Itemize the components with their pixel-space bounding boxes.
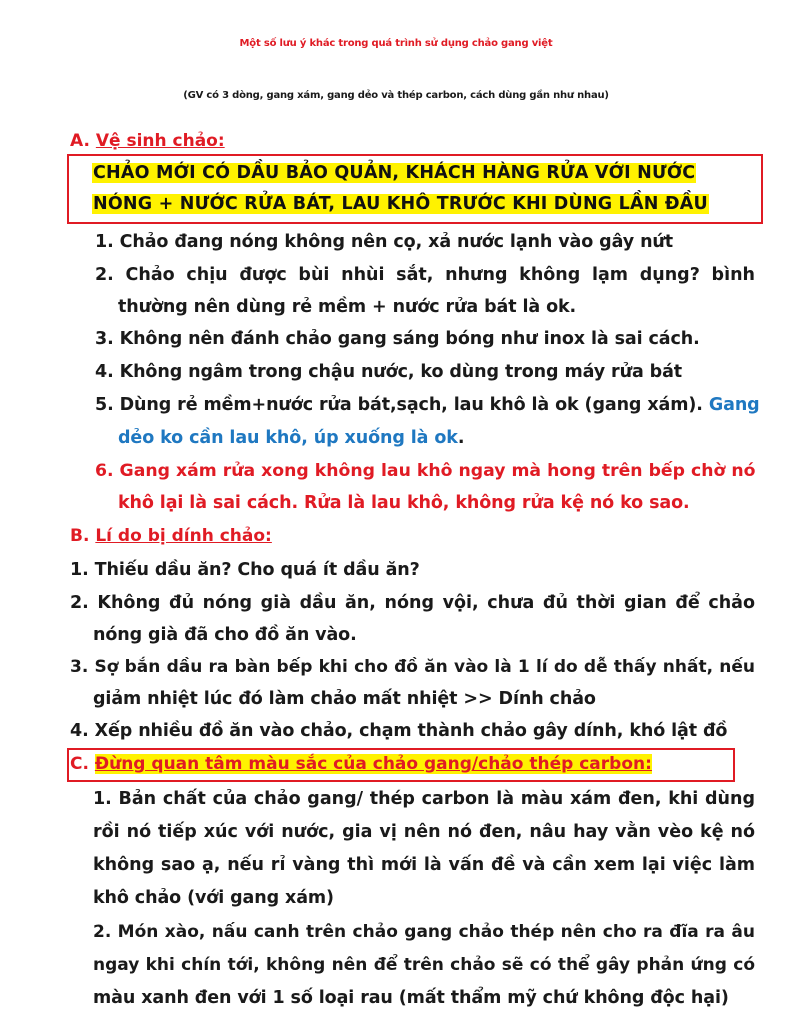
section-c-item-1-line-4: khô chảo (với gang xám): [93, 888, 334, 908]
page-title: Một số lưu ý khác trong quá trình sử dụng chảo gang việt: [239, 38, 553, 49]
section-b-heading: [70, 526, 272, 546]
section-b-letter: B.: [70, 526, 90, 546]
section-b-item-1: 1. Thiếu dầu ăn? Cho quá ít dầu ăn?: [70, 560, 420, 580]
section-a-highlight-line-1: CHẢO MỚI CÓ DẦU BẢO QUẢN, KHÁCH HÀNG RỬA VỚI NƯỚC: [93, 163, 696, 183]
section-b-item-2-line-2: nóng già đã cho đồ ăn vào.: [93, 625, 357, 645]
section-a-item-1: 1. Chảo đang nóng không nên cọ, xả nước lạnh vào gây nứt: [95, 232, 674, 252]
section-a-item-4: 4. Không ngâm trong chậu nước, ko dùng trong máy rửa bát: [95, 362, 683, 382]
section-a-item-5-text: 5. Dùng rẻ mềm+nước rửa bát,sạch, lau khô là ok (gang xám).: [95, 395, 703, 415]
section-c-item-1-line-1: 1. Bản chất của chảo gang/ thép carbon là màu xám đen, khi dùng: [93, 789, 755, 809]
section-b-label: Lí do bị dính chảo:: [95, 526, 272, 546]
section-a-item-5-blue-start: Gang: [708, 395, 760, 415]
section-a-item-2-line-2: thường nên dùng rẻ mềm + nước rửa bát là ok.: [118, 297, 577, 317]
section-a-item-5-blue-text: dẻo ko cần lau khô, úp xuống là ok: [118, 428, 458, 448]
section-a-letter: A.: [70, 131, 90, 151]
section-c-label: Đừng quan tâm màu sắc của chảo gang/chảo thép carbon:: [94, 754, 652, 774]
section-a-item-6-line-1: 6. Gang xám rửa xong không lau khô ngay mà hong trên bếp chờ nó: [95, 461, 756, 481]
section-c-item-2-line-3: màu xanh đen với 1 số loại rau (mất thẩm mỹ chứ không độc hại): [93, 988, 729, 1008]
section-a-item-5-period: .: [457, 428, 465, 448]
page-subtitle: (GV có 3 dòng, gang xám, gang dẻo và thép carbon, cách dùng gần như nhau): [183, 90, 609, 101]
section-a-item-5-line-2: [118, 428, 464, 448]
section-b-item-4: 4. Xếp nhiều đồ ăn vào chảo, chạm thành chảo gây dính, khó lật đồ: [70, 721, 728, 741]
section-c-item-2-line-2: ngay khi chín tới, không nên để trên chảo sẽ có thể gây phản ứng có: [93, 955, 755, 975]
section-c-item-2-line-1: 2. Món xào, nấu canh trên chảo gang chảo thép nên cho ra đĩa ra âu: [93, 922, 755, 942]
section-a-label: Vệ sinh chảo:: [95, 131, 225, 151]
section-a-item-5-line-1: [95, 395, 760, 415]
section-b-item-2-line-1: 2. Không đủ nóng già dầu ăn, nóng vội, chưa đủ thời gian để chảo: [70, 593, 755, 613]
section-a-heading: [70, 131, 225, 151]
section-c-heading: [70, 754, 652, 774]
section-c-letter: C.: [70, 754, 89, 774]
section-a-item-6-line-2: khô lại là sai cách. Rửa là lau khô, không rửa kệ nó ko sao.: [118, 493, 690, 513]
section-a-item-2-line-1: 2. Chảo chịu được bùi nhùi sắt, nhưng không lạm dụng? bình: [95, 265, 755, 285]
section-c-item-1-line-3: không sao ạ, nếu rỉ vàng thì mới là vấn đề và cần xem lại việc làm: [93, 855, 755, 875]
section-b-item-3-line-2: giảm nhiệt lúc đó làm chảo mất nhiệt >> Dính chảo: [93, 689, 596, 709]
section-c-item-1-line-2: rồi nó tiếp xúc với nước, gia vị nên nó đen, nâu hay vằn vèo kệ nó: [93, 822, 755, 842]
section-a-item-3: 3. Không nên đánh chảo gang sáng bóng như inox là sai cách.: [95, 329, 700, 349]
section-a-highlight-line-2: NÓNG + NƯỚC RỬA BÁT, LAU KHÔ TRƯỚC KHI DÙNG LẦN ĐẦU: [93, 194, 708, 214]
section-b-item-3-line-1: 3. Sợ bắn dầu ra bàn bếp khi cho đồ ăn vào là 1 lí do dễ thấy nhất, nếu: [70, 657, 755, 677]
